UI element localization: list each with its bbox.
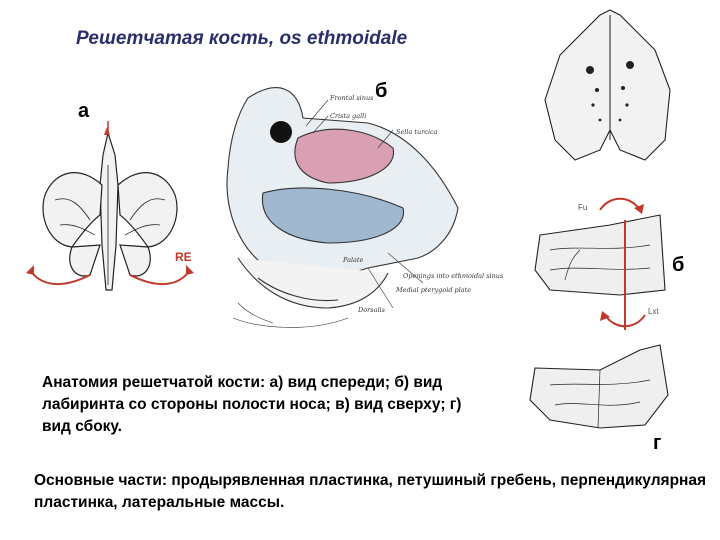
figure-b-labyrinth-view — [218, 78, 504, 338]
annotation-palate: Palate — [343, 256, 364, 264]
annotation-pterygoid: Medial pterygoid plate — [396, 286, 472, 294]
annotation-sella-turcica: Sella turcica — [396, 128, 438, 136]
main-parts-text: Основные части: продырявленная пластинка, петушиный гребень, перпендикулярная пластинка, латеральные массы. — [34, 472, 707, 511]
figure-label-a: а — [78, 100, 90, 122]
figure-v-top-view — [535, 10, 685, 180]
figure-caption: Анатомия решетчатой кости: а) вид спереди; б) вид лабиринта со стороны полости носа; в) вид сверху; г) вид сбоку. — [42, 374, 462, 435]
figure-label-g: г — [653, 432, 662, 454]
annotation-openings: Openings into ethmoidal sinus — [403, 272, 504, 280]
side-top-mark: Fu — [578, 203, 588, 212]
figure-a-mark: RE — [175, 250, 192, 264]
figure-label-b-right: б — [672, 254, 685, 276]
figure-b-side-view — [520, 190, 680, 340]
side-bottom-mark: Lxt — [648, 307, 659, 316]
figure-a-front-view — [20, 125, 200, 315]
annotation-crista-galli: Crista galli — [330, 112, 367, 120]
figure-label-b-top: б — [375, 80, 388, 102]
figure-g-lateral-view — [520, 340, 680, 440]
annotation-frontal-sinus: Frontal sinus — [330, 94, 374, 102]
annotation-dorsalis: Dorsalis — [358, 306, 385, 314]
page-title: Решетчатая кость, os ethmoidale — [76, 28, 408, 49]
